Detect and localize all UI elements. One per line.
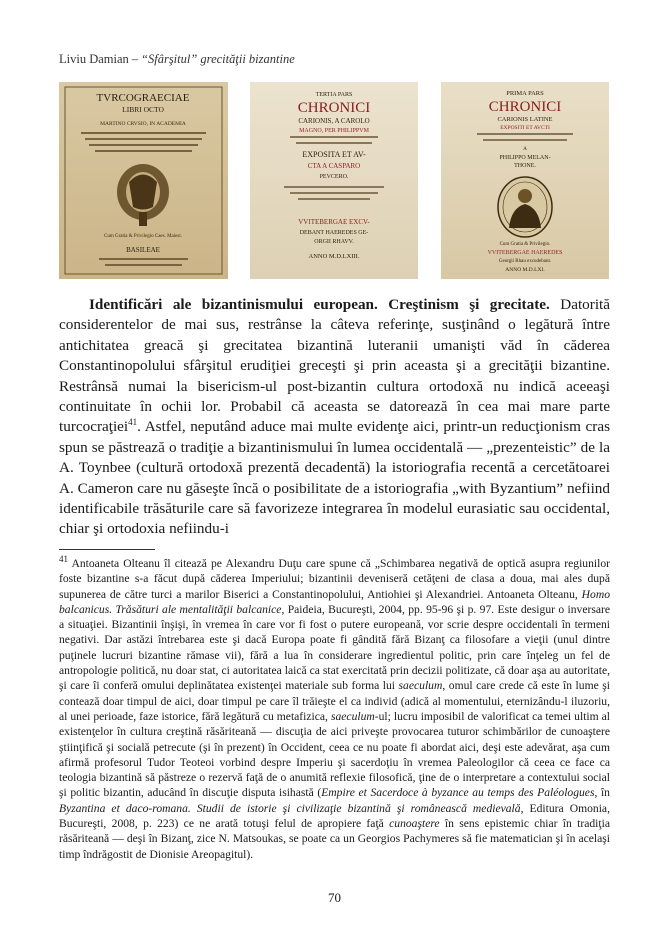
page-number: 70 [328, 890, 341, 905]
footnote-text [59, 556, 610, 862]
fig2-line-8: VVITEBERGAE EXCV- [298, 218, 370, 226]
fig2-line-6: CTA A CASPARO [307, 162, 361, 170]
fig3-line-8: Cum Gratia & Privilegio. [499, 242, 551, 247]
fig1-text-block [105, 264, 182, 266]
fig3-line-2: CHRONICI [488, 99, 562, 115]
paragraph [59, 295, 610, 540]
fig2-text-block [298, 198, 370, 200]
footnote-italic-title: Homo balcanicus. Trăsături ale mentalităţii balcanice [59, 587, 610, 616]
fig1-line-5: BASILEAE [126, 246, 160, 254]
footnote-41 [59, 556, 610, 862]
footnote-segment: Antoaneta Olteanu îl citează pe Alexandru Duţu care spune că „Schimbarea negativă de optică asupra regiunilor foste bizantine s-a făcut după căderea Imperiului; bizantinii deveniseră cetăţeni de clasa a doua, mai ales după supunerea de către turci a marilor Biserici a Constantinopolului, Antiohiei şi Alexandriei. Antoaneta Olteanu, [59, 557, 610, 601]
running-header [59, 52, 295, 67]
title-page-image-chronici-prima [441, 82, 609, 279]
title-page-image-chronici-tertia [250, 82, 418, 279]
fig1-text-block [89, 144, 198, 146]
title-page-svg-1 [59, 82, 228, 279]
title-page-image-turcograeciae [59, 82, 228, 279]
fig2-line-7: PEVCERO. [319, 174, 349, 180]
fig2-line-9: DEBANT HAEREDES GE- [299, 230, 369, 236]
footnote-segment: în sens epistemic chiar în tradiţia răsăriteană — deşi în Bizanţ, zice N. Matsoukas, se poate ca un Georgios Pachymeres să fie matematician şi în acelaşi timp îndrăgostit de Dionisie Areopagitul). [59, 817, 610, 861]
fig2-text-block [284, 186, 384, 188]
fig1-text-block [81, 132, 206, 134]
footnote-number: 41 [59, 554, 68, 565]
fig3-line-4: EXPOSITI ET AVCTI [500, 125, 550, 131]
title-page-svg-2 [250, 82, 418, 279]
section-heading: Identificări ale bizantinismului european. Creştinism şi grecitate. [89, 296, 550, 313]
fig1-line-4: Cum Gratia & Privilegio Caes. Maiest. [104, 234, 182, 239]
fig2-line-2: CHRONICI [297, 100, 371, 116]
footnote-italic-title: Empire et Sacerdoce à byzance au temps des Paléologues [321, 786, 595, 800]
printers-device-emblem [117, 164, 169, 226]
main-paragraph [59, 295, 610, 540]
fig3-line-11: ANNO M.D.LXI. [505, 267, 545, 273]
fig3-line-7: THONE. [514, 163, 536, 169]
fig1-text-block [99, 258, 188, 260]
fig3-line-6: PHILIPPO MELAN- [499, 155, 551, 161]
fig2-line-10: ORGII RHAVV. [314, 239, 354, 245]
footnote-italic-term: saeculum [330, 709, 375, 723]
header-title: “Sfârşitul” grecităţii bizantine [141, 52, 295, 66]
figure-row [59, 82, 609, 282]
fig2-line-11: ANNO M.D.LXIII. [308, 253, 360, 260]
footnote-segment: -ul; lucru imposibil de valorificat ca temei ultim al existenţelor în cultura creştină răsăriteană — discuţia de aici priveşte provocarea tuturor schimbărilor de cunoaştere ştiinţifică şi socială petrecute (şi în prezent) în Occident, ceea ce nu poate fi abordat aici, deşi este adevărat, aşa cum afirmă profesorul Tudor Teoteoi vorbind despre Imperiu şi sacerdoţiu în vremea Paleologilor că ceea ce face ca teologia bizantină să păstreze o rezervă faţă de o anumită reflexie filosofică, ţine de o interpretare a contextului social şi politic bizantin, aducând în discuţie disputa isihastă ( [59, 709, 610, 800]
footnote-rule [59, 549, 155, 550]
footnote-segment: , Paideia, Bucureşti, 2004, pp. 95-96 şi p. 97. Este desigur o inversare a situaţiei. Bizantinii înşişi, în vremea în care vor fi fost o putere europeană, vor scrie despre occidentali în termeni negativi. Dar astăzi întrebarea este şi dacă Europa poate fi gândită fără Bizanţ ca filosofare a vieţii (unul dintre puţinele lucruri bizantine rămase vii), fără a lua în considerare ingredientul politic, prin care înţeleg un fel de antropologie politică, nu doar stat, ci autoritatea laică ca stat exercitată prin decizii politizate, că doar aşa au autoritate, şi care îi conferă omului deplinătatea existenţei materiale sub forma lui [59, 602, 610, 693]
fig2-line-1: TERTIA PARS [315, 92, 353, 98]
fig1-text-block [95, 150, 192, 152]
header-separator: – [131, 52, 139, 66]
fig2-line-5: EXPOSITA ET AV- [302, 150, 366, 159]
paragraph-text: Datorită considerentelor de mai sus, restrânse la câteva referinţe, susţinând o legătură între antichitatea greacă şi grecitatea bizantină luteranii umanişti văd în căderea Constantinopolului sfârşitul erudiţiei greceşti şi prin aceasta şi a grecităţii bizantine. Restrânsă numai la bisericism-ul post-bizantin cultura ortodoxă nu indică aceeaşi continuitate în ochii lor. Probabil că aceasta se datorează în cea mai mare parte turcocraţiei [59, 296, 611, 436]
footnote-reference[interactable]: 41 [128, 417, 138, 428]
fig3-line-1: PRIMA PARS [506, 90, 544, 97]
fig3-line-3: CARIONIS LATINE [497, 116, 553, 123]
fig2-text-block [290, 136, 378, 138]
fig3-text-block [483, 139, 567, 141]
title-page-svg-3 [441, 82, 609, 279]
header-author: Liviu Damian [59, 52, 129, 66]
footnote-segment: , Editura Omonia, Bucureşti, 2008, p. 223) ce ne arată totuşi felul de apropiere faţă [59, 801, 610, 831]
fig1-line-1: TVRCOGRAECIAE [96, 92, 190, 104]
melanchthon-portrait-medallion [498, 177, 552, 237]
fig3-line-10: Georgii Rhau excudebant. [498, 259, 552, 264]
fig2-line-3: CARIONIS, A CAROLO [298, 117, 370, 125]
fig2-line-4: MAGNO, PER PHILIPPVM [299, 128, 369, 134]
footnote-italic-term: cunoaştere [389, 817, 440, 831]
fig3-text-block [477, 133, 573, 135]
fig3-line-5: A [523, 147, 527, 152]
fig1-text-block [85, 138, 202, 140]
fig2-text-block [290, 192, 378, 194]
fig1-line-2: LIBRI OCTO [122, 105, 164, 114]
footnote-italic-title: Byzantina et daco-romana. Studii de istorie şi civilizaţie bizantină şi românească medievală [59, 801, 521, 815]
fig3-line-9: VVITEBERGAE HAEREDES [487, 250, 563, 256]
footnote-segment: , în [594, 786, 610, 800]
footnote-italic-term: saeculum [398, 679, 443, 693]
paragraph-text: . Astfel, neputând aduce mai multe evidenţe aici, printr-un reducţionism cras spun se păstrează o tradiţie a bizantinismului în lumea occidentală — „prezenteistic” de la A. Toynbee (cultură ortodoxă prezentă decadentă) la istoriografia recentă a cercetătoarei A. Cameron care nu găseşte încă o posibilitate de a istoriografia „with Byzantium” nefiind identificabile trăsăturile care să favorizeze integrarea în modelul eurasiatic sau occidental, chiar şi ortodoxia nefiindu-i [59, 418, 610, 538]
fig1-line-3: MARTINO CRVSIO, IN ACADEMIA [100, 121, 186, 127]
footnote-segment: , omul care crede că este în lume şi contează doar timpul de aici, doar timpul pe care îl trăieşte el ca individ (adică al momentului, eternizându-l iluzoriu, al unei perioade, faze istorice, fără legătură cu metafizica, [59, 679, 610, 723]
fig2-text-block [296, 142, 372, 144]
